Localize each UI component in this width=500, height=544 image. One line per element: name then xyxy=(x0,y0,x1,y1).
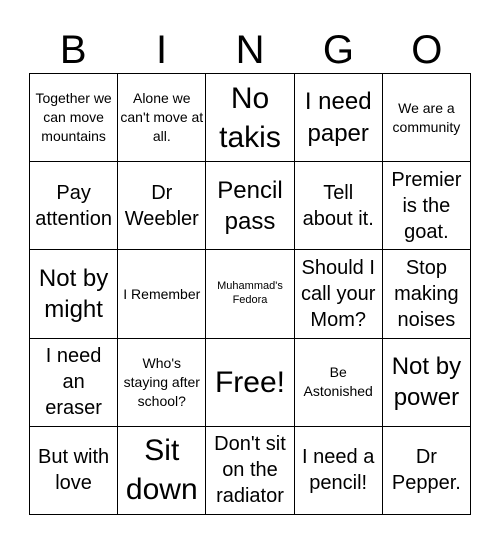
cell-text: Together we can move mountains xyxy=(35,90,112,145)
cell-text: Be Astonished xyxy=(303,364,373,400)
cell-text: Sit down xyxy=(125,434,198,507)
cell-text: Should I call your Mom? xyxy=(300,256,376,331)
cell-text: Pay attention xyxy=(35,181,112,230)
cell-text: Not by might xyxy=(38,264,109,323)
bingo-cell[interactable] xyxy=(383,250,471,338)
bingo-cell[interactable] xyxy=(118,339,206,427)
bingo-cell[interactable] xyxy=(30,162,118,250)
bingo-cell[interactable] xyxy=(383,339,471,427)
cell-text: I need paper xyxy=(304,88,372,147)
cell-text: Don't sit on the radiator xyxy=(214,433,286,508)
bingo-cell[interactable] xyxy=(383,74,471,162)
bingo-cell[interactable] xyxy=(295,162,383,250)
cell-text: I Remember xyxy=(123,285,201,302)
header-letter-o: O xyxy=(411,28,443,72)
cell-text: Stop making noises xyxy=(394,256,459,331)
cell-text: Premier is the goat. xyxy=(391,168,462,243)
cell-text: Muhammad's Fedora xyxy=(217,280,283,306)
bingo-cell[interactable] xyxy=(118,162,206,250)
bingo-cell[interactable] xyxy=(206,339,294,427)
cell-text: But with love xyxy=(38,446,110,495)
bingo-cell[interactable] xyxy=(118,427,206,515)
header-letter-i: I xyxy=(156,28,168,72)
bingo-cell[interactable] xyxy=(206,162,294,250)
header-letter-g: G xyxy=(322,28,354,72)
bingo-cell[interactable] xyxy=(30,339,118,427)
bingo-cell[interactable] xyxy=(30,250,118,338)
bingo-cell[interactable] xyxy=(30,427,118,515)
cell-text: Not by power xyxy=(391,353,462,412)
cell-text: Dr Weebler xyxy=(124,181,199,230)
bingo-cell[interactable] xyxy=(118,250,206,338)
bingo-cell[interactable] xyxy=(206,74,294,162)
cell-text: We are a community xyxy=(392,99,461,135)
cell-text: Alone we can't move at all. xyxy=(120,90,204,145)
bingo-cell[interactable] xyxy=(295,74,383,162)
bingo-cell[interactable] xyxy=(118,74,206,162)
bingo-grid xyxy=(29,73,471,515)
bingo-cell[interactable] xyxy=(206,250,294,338)
header-letter-b: B xyxy=(59,28,87,72)
cell-text: I need a pencil! xyxy=(302,446,375,495)
bingo-cell[interactable] xyxy=(295,250,383,338)
cell-text: I need an eraser xyxy=(45,345,102,420)
bingo-header xyxy=(29,26,471,74)
cell-text: Tell about it. xyxy=(302,181,374,230)
bingo-cell[interactable] xyxy=(295,427,383,515)
bingo-cell[interactable] xyxy=(206,427,294,515)
cell-text: Who's staying after school? xyxy=(123,354,200,409)
cell-text: No takis xyxy=(219,81,281,154)
bingo-cell[interactable] xyxy=(383,162,471,250)
bingo-cell[interactable] xyxy=(295,339,383,427)
header-letter-n: N xyxy=(235,28,265,72)
cell-text: Pencil pass xyxy=(217,176,283,235)
bingo-cell[interactable] xyxy=(383,427,471,515)
bingo-cell[interactable] xyxy=(30,74,118,162)
cell-text: Free! xyxy=(214,365,285,399)
cell-text: Dr Pepper. xyxy=(391,446,461,495)
